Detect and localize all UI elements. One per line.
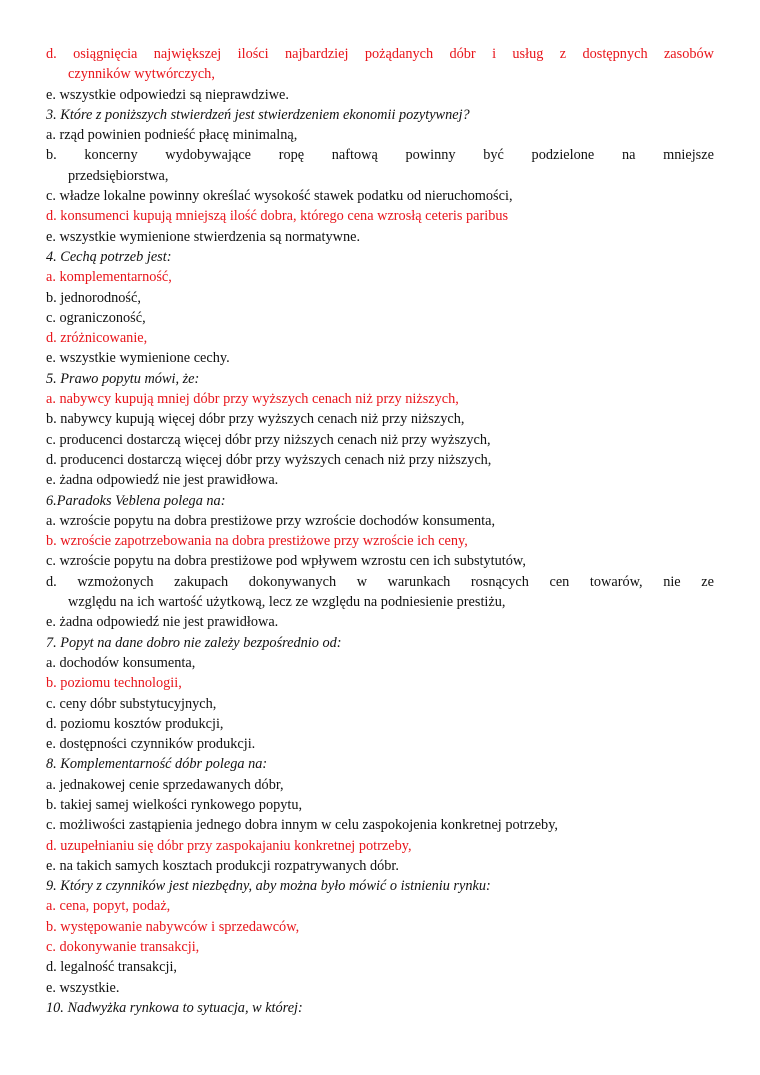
option-continuation: czynników wytwórczych,	[68, 66, 215, 83]
option-c: c. możliwości zastąpienia jednego dobra innym w celu zaspokojenia konkretnej potrzeby,	[46, 817, 558, 834]
word: ilości	[237, 46, 269, 62]
question-title: 7. Popyt na dane dobro nie zależy bezpośrednio od:	[46, 634, 342, 651]
option-b: b. występowanie nabywców i sprzedawców,	[46, 918, 300, 935]
word: rosnących	[470, 573, 529, 590]
document-page	[46, 44, 714, 1018]
question-title: 3. Które z poniższych stwierdzeń jest stwierdzeniem ekonomii pozytywnej?	[46, 106, 470, 123]
option-e: e. na takich samych kosztach produkcji rozpatrywanych dóbr.	[46, 857, 399, 874]
question-8	[46, 754, 714, 876]
option-e: e. żadna odpowiedź nie jest prawidłowa.	[46, 614, 279, 631]
question-title: 5. Prawo popytu mówi, że:	[46, 370, 200, 387]
question-5	[46, 369, 714, 491]
option-d: d. poziomu kosztów produkcji,	[46, 715, 224, 732]
word: być	[483, 147, 504, 164]
word: zakupach	[174, 573, 229, 590]
word: wzmożonych	[77, 573, 154, 590]
word: podzielone	[531, 147, 595, 164]
question-9	[46, 876, 714, 998]
option-d-justified-line	[46, 572, 714, 592]
option-c: c. ograniczoność,	[46, 309, 146, 326]
option-q2-d-justified-line	[46, 44, 714, 64]
question-title: 8. Komplementarność dóbr polega na:	[46, 756, 268, 773]
option-a: a. wzroście popytu na dobra prestiżowe przy wzroście dochodów konsumenta,	[46, 512, 496, 529]
option-d: d. legalność transakcji,	[46, 959, 178, 976]
word: najbardziej	[284, 46, 349, 62]
option-c: c. producenci dostarczą więcej dóbr przy niższych cenach niż przy wyższych,	[46, 431, 491, 448]
word: b.	[46, 147, 57, 164]
option-e: e. dostępności czynników produkcji.	[46, 736, 256, 753]
option-d	[46, 572, 714, 613]
option-d: d. zróżnicowanie,	[46, 330, 148, 347]
option-c: c. wzroście popytu na dobra prestiżowe pod wpływem wzrostu cen ich substytutów,	[46, 553, 526, 570]
option-e: e. żadna odpowiedź nie jest prawidłowa.	[46, 472, 279, 489]
question-title: 4. Cechą potrzeb jest:	[46, 248, 172, 265]
option-b: b. poziomu technologii,	[46, 675, 182, 692]
option-a: a. cena, popyt, podaż,	[46, 898, 171, 915]
word: wydobywające	[165, 147, 252, 164]
option-b-justified-line	[46, 145, 714, 165]
option-d: d. uzupełnianiu się dóbr przy zaspokajaniu konkretnej potrzeby,	[46, 837, 412, 854]
option-c: c. ceny dóbr substytucyjnych,	[46, 695, 217, 712]
word: zasobów	[663, 46, 714, 62]
option-a: a. dochodów konsumenta,	[46, 654, 196, 671]
question-7	[46, 633, 714, 755]
option-e: e. wszystkie.	[46, 979, 120, 996]
word: powinny	[405, 147, 456, 164]
word: dostępnych	[582, 46, 648, 62]
word: z	[559, 46, 567, 62]
word: dóbr	[449, 46, 476, 62]
option-a: a. nabywcy kupują mniej dóbr przy wyższych cenach niż przy niższych,	[46, 391, 459, 408]
word: usług	[512, 46, 544, 62]
question-title: 9. Który z czynników jest niezbędny, aby można było mówić o istnieniu rynku:	[46, 878, 491, 895]
option-a: a. jednakowej cenie sprzedawanych dóbr,	[46, 776, 284, 793]
word: w	[356, 573, 368, 590]
word: na	[621, 147, 636, 164]
option-b: b. nabywcy kupują więcej dóbr przy wyższych cenach niż przy niższych,	[46, 411, 465, 428]
word: nie	[663, 573, 681, 590]
option-c: c. władze lokalne powinny określać wysokość stawek podatku od nieruchomości,	[46, 188, 513, 205]
question-10	[46, 998, 714, 1018]
option-q2-d	[46, 44, 714, 85]
question-6	[46, 491, 714, 633]
option-continuation: względu na ich wartość użytkową, lecz ze względu na podniesienie prestiżu,	[68, 594, 506, 611]
word: cen	[549, 573, 570, 590]
word: koncerny	[84, 147, 138, 164]
option-continuation: przedsiębiorstwa,	[68, 167, 169, 184]
option-b: b. jednorodność,	[46, 289, 141, 306]
option-b: b. takiej samej wielkości rynkowego popytu,	[46, 796, 303, 813]
word: ze	[701, 573, 714, 590]
option-d: d. producenci dostarczą więcej dóbr przy wyższych cenach niż przy niższych,	[46, 451, 492, 468]
question-title: 6.Paradoks Veblena polega na:	[46, 492, 226, 509]
option-b	[46, 145, 714, 186]
word: największej	[153, 46, 222, 62]
word: mniejsze	[663, 147, 714, 164]
option-e: e. wszystkie wymienione cechy.	[46, 350, 230, 367]
word: osiągnięcia	[73, 46, 138, 62]
word: dokonywanych	[248, 573, 337, 590]
question-3	[46, 105, 714, 247]
word: warunkach	[387, 573, 451, 590]
option-d: d. konsumenci kupują mniejszą ilość dobra, którego cena wzrosłą ceteris paribus	[46, 208, 509, 225]
option-c: c. dokonywanie transakcji,	[46, 939, 200, 956]
word: pożądanych	[364, 46, 434, 62]
option-q2-e: e. wszystkie odpowiedzi są nieprawdziwe.	[46, 86, 289, 103]
word: towarów,	[589, 573, 643, 590]
option-e: e. wszystkie wymienione stwierdzenia są normatywne.	[46, 228, 361, 245]
word: naftową	[331, 147, 378, 164]
question-title: 10. Nadwyżka rynkowa to sytuacja, w której:	[46, 999, 303, 1016]
option-a: a. rząd powinien podnieść płacę minimalną,	[46, 127, 298, 144]
word: d.	[46, 573, 57, 590]
word: d.	[46, 46, 57, 62]
option-b: b. wzroście zapotrzebowania na dobra prestiżowe przy wzroście ich ceny,	[46, 533, 468, 550]
word: ropę	[278, 147, 305, 164]
word: i	[492, 46, 497, 62]
option-a: a. komplementarność,	[46, 269, 172, 286]
question-4	[46, 247, 714, 369]
